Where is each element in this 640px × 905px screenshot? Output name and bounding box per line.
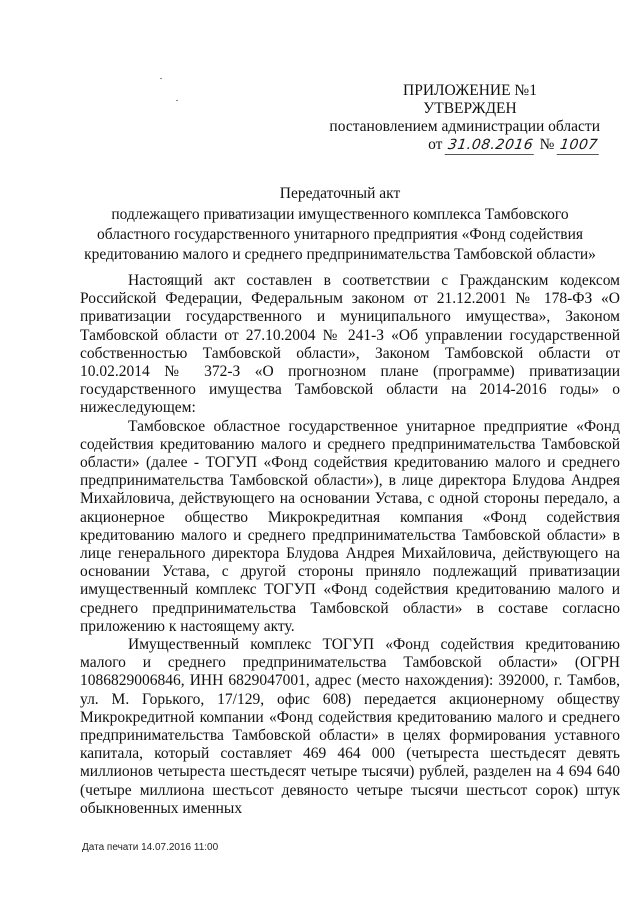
number-label: № [539, 136, 555, 153]
approved-label: УТВЕРЖДЕН [423, 100, 517, 117]
title-line-1: подлежащего приватизации имущественного комплекса Тамбовского [111, 206, 569, 223]
document-title [70, 184, 610, 265]
scan-speck [176, 100, 178, 101]
paragraph-2: Тамбовское областное государственное унитарное предприятие «Фонд содействия кредитованию малого и среднего предпринимательства Тамбовской области» (далее - ТОГУП «Фонд содействия кредитованию малого и среднего предпринимательства Тамбовской области»), в лице директора Блудова Андрея Михайловича, действующего на основании Устава, с одной стороны передало, а акционерное общество Микрокредитная компания «Фонд содействия кредитованию малого и среднего предпринимательства Тамбовской области» в лице генерального директора Блудова Андрея Михайловича, действующего на основании Устава, с другой стороны приняло подлежащий приватизации имущественный комплекс ТОГУП «Фонд содействия кредитованию малого и среднего предпринимательства Тамбовской области» в составе согласно приложению к настоящему акту. [80, 417, 620, 635]
decree-label: постановлением администрации области [329, 118, 600, 135]
title-main: Передаточный акт [279, 185, 401, 202]
document-body [80, 272, 620, 818]
appendix-label: ПРИЛОЖЕНИЕ №1 [403, 82, 537, 99]
print-date-footer: Дата печати 14.07.2016 11:00 [82, 842, 219, 853]
handwritten-date: 31.08.2016 [445, 136, 537, 155]
paragraph-3: Имущественный комплекс ТОГУП «Фонд содействия кредитованию малого и среднего предпринимательства Тамбовской области» (ОГРН 1086829006846, ИНН 6829047001, адрес (место нахождения): 392000, г. Тамбов, ул. М. Горького, 17/129, офис 608) передается акционерному обществу Микрокредитной компании «Фонд содействия кредитованию малого и среднего предпринимательства Тамбовской области» в целях формирования уставного капитала, который составляет 469 464 000 (четыреста шестьдесят девять миллионов четыреста шестьдесят четыре тысячи) рублей, разделен на 4 694 640 (четыре миллиона шестьсот девяносто четыре тысячи шестьсот сорок) штук обыкновенных именных [80, 636, 620, 817]
title-line-2: областного государственного унитарного предприятия «Фонд содействия [96, 226, 584, 243]
from-label: от [428, 136, 443, 153]
paragraph-1: Настоящий акт составлен в соответствии с Гражданским кодексом Российской Федерации, Федеральным законом от 21.12.2001 № 178-ФЗ «О приватизации государственного и муниципального имущества», Законом Тамбовской области от 27.10.2004 № 241-З «Об управлении государственной собственностью Тамбовской области», Законом Тамбовской области от 10.02.2014 № 372-З «О прогнозном плане (программе) приватизации государственного имущества Тамбовской области на 2014-2016 годы» о нижеследующем: [80, 272, 620, 417]
approval-block [300, 82, 600, 155]
handwritten-number: 1007 [557, 136, 601, 155]
decree-date-number [300, 136, 600, 155]
scan-speck [160, 78, 162, 79]
title-line-3: кредитованию малого и среднего предпринимательства Тамбовской области» [84, 246, 596, 263]
